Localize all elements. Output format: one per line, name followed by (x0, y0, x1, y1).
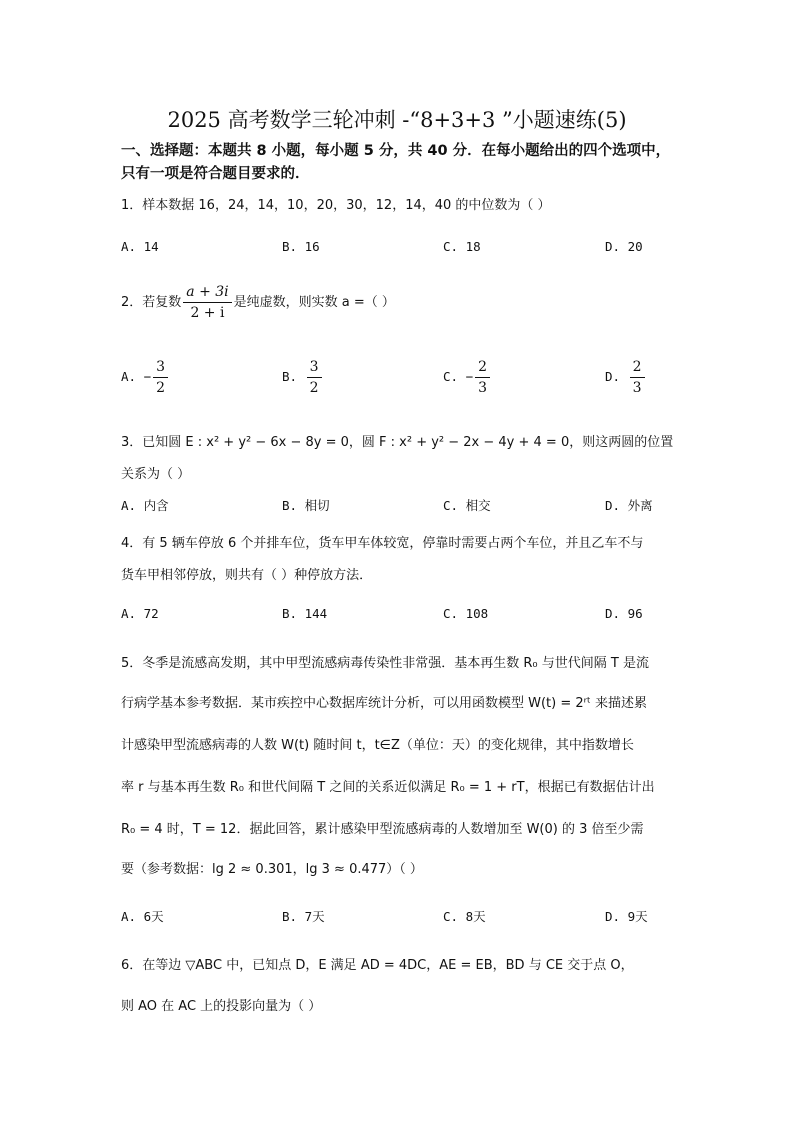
option-a: A. 6天 (121, 909, 164, 924)
question-5-line-4: 率 r 与基本再生数 R₀ 和世代间隔 T 之间的关系近似满足 R₀ = 1 + rT，根据已有数据估计出 (121, 780, 655, 795)
complex-fraction (183, 282, 231, 323)
fraction-denominator: 2 (309, 380, 319, 396)
fraction-denominator: 3 (632, 380, 642, 396)
question-6-line-2: 则 AO 在 AC 上的投影向量为（ ） (121, 999, 322, 1014)
question-2-prefix: 2．若复数 (121, 295, 182, 310)
option-a: A. 内含 (121, 498, 169, 513)
question-3-options (121, 496, 681, 526)
question-2 (121, 282, 681, 323)
question-5-options (121, 907, 681, 937)
option-d (605, 357, 647, 398)
fraction-denominator: 2 (156, 380, 166, 396)
option-fraction (153, 357, 168, 398)
option-label: B. (282, 369, 298, 384)
fraction-numerator: 2 (630, 357, 645, 378)
option-fraction (307, 357, 322, 398)
question-4-line-1: 4．有 5 辆车停放 6 个并排车位，货车甲车体较宽，停靠时需要占两个车位，并且乙车不与 (121, 536, 644, 551)
option-b: B. 相切 (282, 498, 330, 513)
fraction-denominator: 3 (478, 380, 488, 396)
option-c: C. 108 (443, 606, 489, 621)
question-5-line-2: 行病学基本参考数据．某市疾控中心数据库统计分析，可以用函数模型 W(t) = 2ʳᵗ 来描述累 (121, 696, 647, 711)
option-d: D. 96 (605, 606, 643, 621)
question-4-options (121, 606, 681, 636)
fraction-numerator: 3 (153, 357, 168, 378)
option-b: B. 16 (282, 239, 320, 254)
option-c: C. 8天 (443, 909, 486, 924)
option-a: A. 14 (121, 239, 159, 254)
option-label: C. (443, 369, 459, 384)
question-3-line-1: 3．已知圆 E : x² + y² − 6x − 8y = 0，圆 F : x² + y² − 2x − 4y + 4 = 0，则这两圆的位置 (121, 435, 674, 450)
option-c (443, 357, 492, 398)
question-3-line-2: 关系为（ ） (121, 467, 191, 482)
question-1: 1．样本数据 16，24，14，10，20，30，12，14，40 的中位数为（ ） (121, 198, 551, 213)
fraction-denominator: 2 + i (190, 305, 225, 321)
question-2-suffix: 是纯虚数，则实数 a =（ ） (233, 295, 395, 310)
option-d: D. 20 (605, 239, 643, 254)
option-b (282, 357, 324, 398)
option-c: C. 相交 (443, 498, 491, 513)
option-fraction (630, 357, 645, 398)
option-label: D. (605, 369, 621, 384)
fraction-numerator: 2 (475, 357, 490, 378)
option-sign: − (465, 369, 474, 384)
section-heading: 一、选择题：本题共 8 小题，每小题 5 分，共 40 分．在每小题给出的四个选项中，只有一项是符合题目要求的． (121, 143, 671, 182)
fraction-numerator: a + 3i (183, 282, 231, 303)
option-label: A. (121, 369, 137, 384)
page-title: 2025 高考数学三轮冲刺 -“8+3+3 ”小题速练(5) (167, 108, 627, 132)
question-6-line-1: 6．在等边 ▽ABC 中，已知点 D，E 满足 AD = 4DC，AE = EB，BD 与 CE 交于点 O， (121, 958, 634, 973)
option-sign: − (143, 369, 152, 384)
question-5-line-3: 计感染甲型流感病毒的人数 W(t) 随时间 t，t∈Z（单位：天）的变化规律，其中指数增长 (121, 738, 634, 753)
fraction-numerator: 3 (307, 357, 322, 378)
question-2-options (121, 357, 681, 403)
option-a: A. 72 (121, 606, 159, 621)
option-a (121, 357, 170, 398)
question-5-line-6: 要（参考数据：lg 2 ≈ 0.301，lg 3 ≈ 0.477）（ ） (121, 862, 423, 877)
option-d: D. 外离 (605, 498, 653, 513)
question-1-options (121, 239, 681, 269)
option-d: D. 9天 (605, 909, 648, 924)
option-fraction (475, 357, 490, 398)
question-5-line-5: R₀ = 4 时，T = 12．据此回答，累计感染甲型流感病毒的人数增加至 W(0) 的 3 倍至少需 (121, 822, 644, 837)
question-5-line-1: 5．冬季是流感高发期，其中甲型流感病毒传染性非常强．基本再生数 R₀ 与世代间隔 T 是流 (121, 656, 649, 671)
option-c: C. 18 (443, 239, 481, 254)
option-b: B. 144 (282, 606, 328, 621)
option-b: B. 7天 (282, 909, 325, 924)
question-4-line-2: 货车甲相邻停放，则共有（ ）种停放方法． (121, 568, 373, 583)
